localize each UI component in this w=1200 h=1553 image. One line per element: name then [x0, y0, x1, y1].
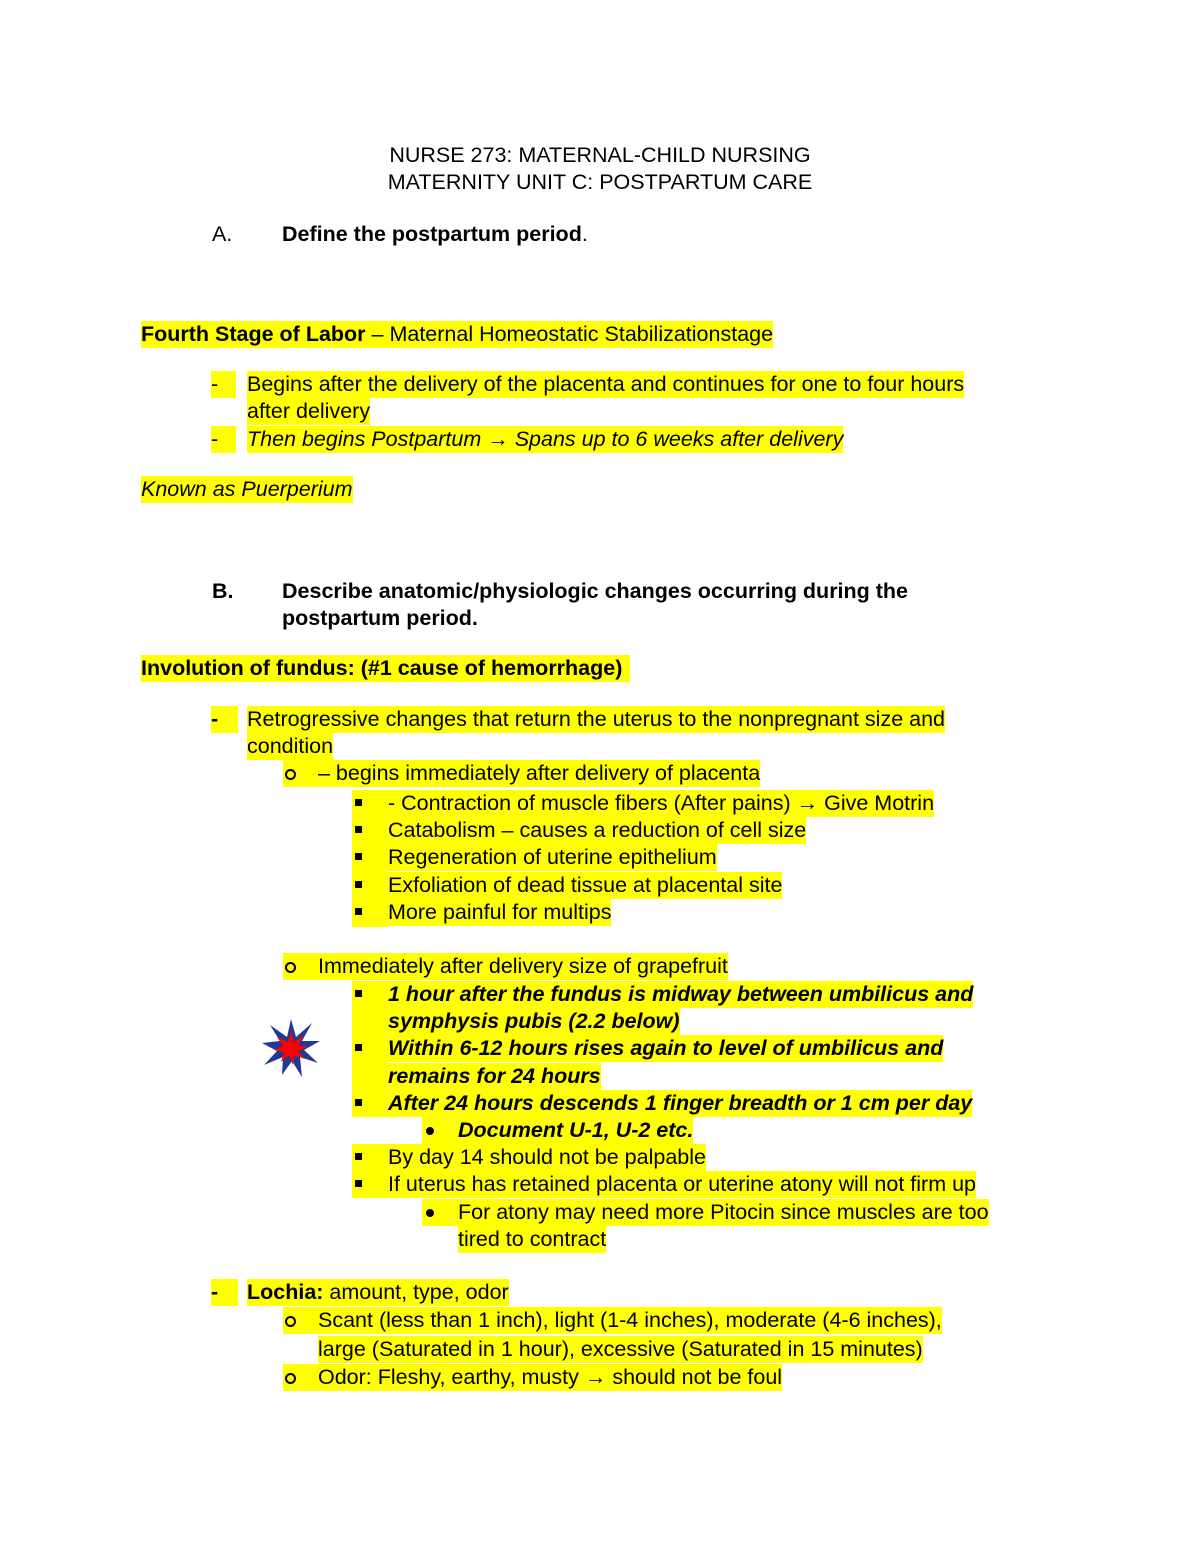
document-line: Document U-1, U-2 etc.: [458, 1118, 694, 1142]
begins-line: – begins immediately after delivery of placenta: [318, 761, 761, 785]
starburst-icon: [260, 1017, 322, 1079]
square-bullet-icon: [355, 826, 362, 833]
square-bullet-icon: [355, 908, 362, 915]
ring-bullet-icon: [285, 1316, 296, 1327]
ring-bullet-icon: [285, 1373, 296, 1384]
dash-bullet: -: [211, 1279, 238, 1306]
atony-l2: tired to contract: [458, 1227, 607, 1251]
contraction-line: - Contraction of muscle fibers (After pains) → Give Motrin: [388, 791, 935, 815]
known-as-line: Known as Puerperium: [141, 477, 353, 501]
square-bullet-icon: [355, 1153, 362, 1160]
regeneration-line: Regeneration of uterine epithelium: [388, 845, 717, 869]
square-bullet-icon: [355, 1044, 362, 1051]
bullet-begins-l1: Begins after the delivery of the placenta and continues for one to four hours: [247, 372, 965, 396]
bullet-postpartum: Then begins Postpartum → Spans up to 6 weeks after delivery: [247, 427, 844, 451]
square-bullet-icon: [355, 1099, 362, 1106]
square-bullet-icon: [355, 881, 362, 888]
multips-line: More painful for multips: [388, 900, 612, 924]
square-bullet-icon: [355, 799, 362, 806]
lochia-amount-l2: large (Saturated in 1 hour), excessive (Saturated in 15 minutes): [318, 1337, 923, 1361]
unit-title: MATERNITY UNIT C: POSTPARTUM CARE: [387, 170, 813, 194]
one-hour-l1: 1 hour after the fundus is midway between umbilicus and: [388, 982, 974, 1006]
square-bullet-icon: [355, 990, 362, 997]
involution-heading: Involution of fundus: (#1 cause of hemorrhage): [141, 655, 630, 682]
section-b-letter: B.: [212, 579, 234, 603]
arrow-icon: →: [584, 1365, 607, 1389]
section-a-letter: A.: [212, 222, 233, 246]
square-bullet-icon: [355, 1180, 362, 1187]
section-b-heading-l2: postpartum period.: [282, 606, 478, 630]
day-14-line: By day 14 should not be palpable: [388, 1145, 706, 1169]
dot-bullet-icon: [426, 1209, 434, 1217]
arrow-icon: →: [796, 791, 819, 815]
within-l2: remains for 24 hours: [388, 1064, 601, 1088]
lochia-line: Lochia: amount, type, odor: [247, 1280, 509, 1304]
retro-l2: condition: [247, 734, 334, 758]
bullet-begins-l2: after delivery: [247, 399, 371, 423]
atony-l1: For atony may need more Pitocin since muscles are too: [458, 1200, 989, 1224]
exfoliation-line: Exfoliation of dead tissue at placental site: [388, 873, 783, 897]
dash-bullet: -: [211, 371, 236, 398]
square-bullet-icon: [355, 853, 362, 860]
lochia-amount-l1: Scant (less than 1 inch), light (1-4 inches), moderate (4-6 inches),: [318, 1308, 942, 1332]
section-b-heading-l1: Describe anatomic/physiologic changes occurring during the: [282, 579, 909, 603]
dot-bullet-icon: [426, 1127, 434, 1135]
arrow-icon: →: [487, 427, 509, 451]
one-hour-l2: symphysis pubis (2.2 below): [388, 1009, 680, 1033]
after-24-line: After 24 hours descends 1 finger breadth or 1 cm per day: [388, 1091, 973, 1115]
section-a-heading: Define the postpartum period.: [282, 222, 588, 246]
retained-line: If uterus has retained placenta or uterine atony will not firm up: [388, 1172, 976, 1196]
within-l1: Within 6-12 hours rises again to level of umbilicus and: [388, 1036, 944, 1060]
dash-bullet: -: [211, 706, 238, 733]
course-title: NURSE 273: MATERNAL-CHILD NURSING: [389, 143, 811, 167]
dash-bullet: -: [211, 426, 236, 453]
lochia-odor-line: Odor: Fleshy, earthy, musty → should not be foul: [318, 1365, 783, 1389]
fourth-stage-line: Fourth Stage of Labor – Maternal Homeostatic Stabilizationstage: [141, 322, 774, 346]
catabolism-line: Catabolism – causes a reduction of cell size: [388, 818, 807, 842]
grapefruit-line: Immediately after delivery size of grapefruit: [318, 954, 728, 978]
retro-l1: Retrogressive changes that return the uterus to the nonpregnant size and: [247, 707, 945, 731]
ring-bullet-icon: [285, 769, 296, 780]
ring-bullet-icon: [285, 962, 296, 973]
